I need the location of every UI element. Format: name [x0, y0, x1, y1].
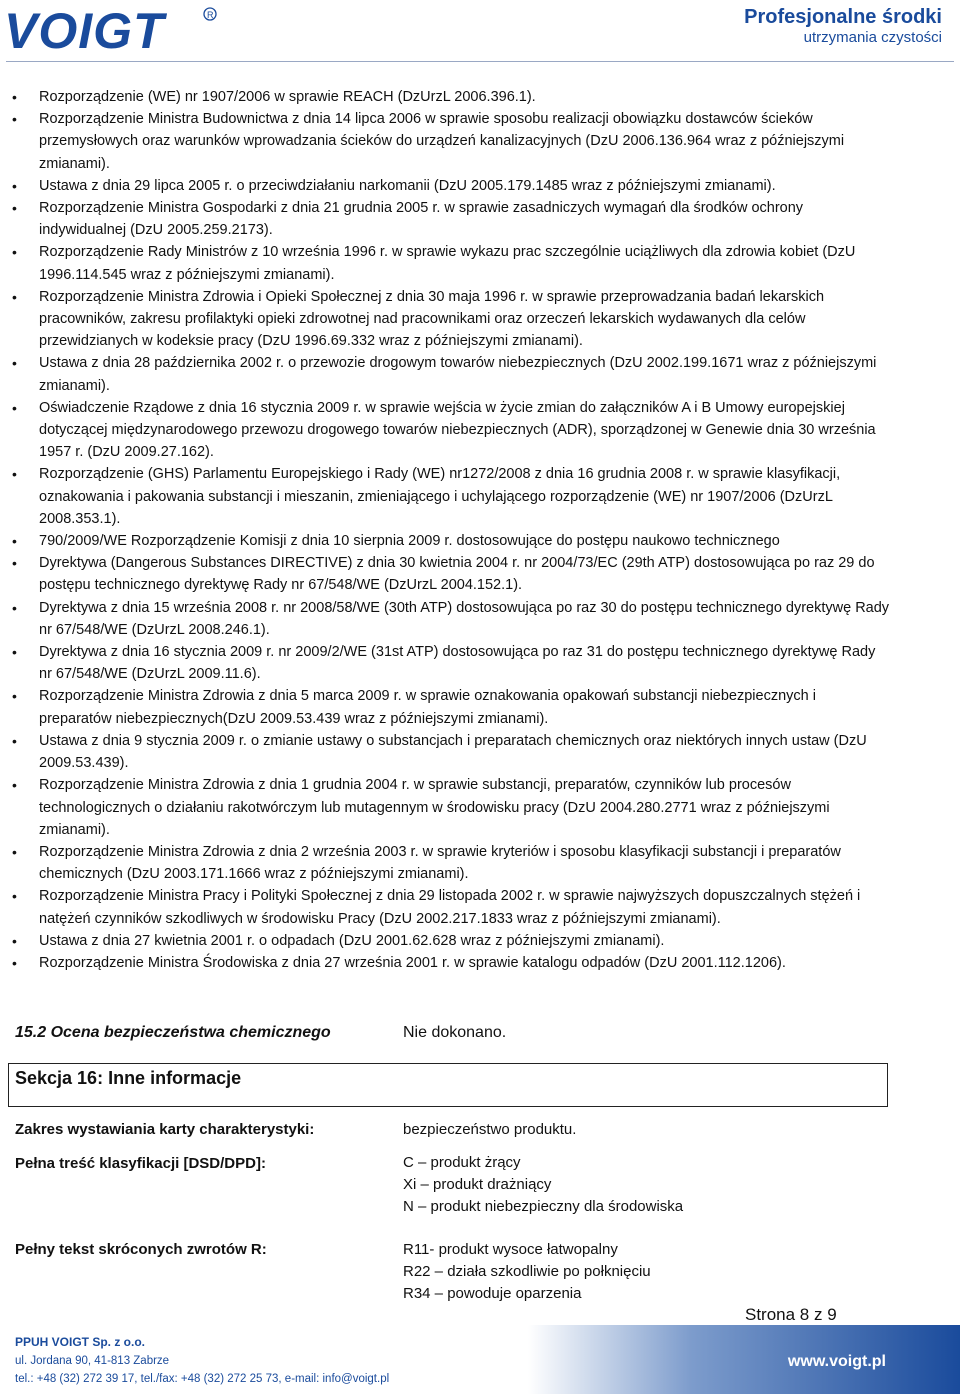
regulation-item: [12, 530, 892, 552]
header-divider: [6, 61, 954, 62]
regulation-item: [12, 774, 892, 841]
svg-text:VOIGT: VOIGT: [4, 3, 165, 58]
regulation-text: Rozporządzenie Ministra Zdrowia z dnia 5 marca 2009 r. w sprawie oznakowania opakowań substancji niebezpiecznych i preparatów niebezpiecznych(DzU 2009.53.439 wraz z późniejszymi zmianami).: [39, 688, 816, 727]
section-16-box: [8, 1063, 888, 1107]
scope-label: Zakres wystawiania karty charakterystyki:: [15, 1121, 315, 1138]
bullet-icon: •: [12, 777, 17, 794]
regulation-text: Ustawa z dnia 9 stycznia 2009 r. o zmianie ustawy o substancjach i preparatach chemicznych oraz niektórych innych ustaw (DzU 2009.53.439).: [39, 732, 867, 772]
bullet-icon: •: [12, 288, 17, 305]
regulation-text: Rozporządzenie Ministra Zdrowia z dnia 1 grudnia 2004 r. w sprawie substancji, preparatów, czynników lub procesów technologicznych o działaniu rakotwórczym lub mutagennym w środowisku pracy (DzU 2004.280.2771 wraz z późniejszymi zmianami).: [39, 777, 830, 838]
scope-value: bezpieczeństwo produktu.: [403, 1121, 577, 1138]
bullet-icon: •: [12, 954, 17, 971]
classification-label: Pełna treść klasyfikacji [DSD/DPD]:: [15, 1155, 266, 1172]
bullet-icon: •: [12, 200, 17, 217]
regulation-item: [12, 685, 892, 729]
regulation-text: Rozporządzenie Rady Ministrów z 10 września 1996 r. w sprawie wykazu prac szczególnie uciążliwych dla zdrowia kobiet (DzU 1996.114.545 wraz z późniejszymi zmianami).: [39, 244, 856, 283]
regulation-item: [12, 730, 892, 774]
bullet-icon: •: [12, 732, 17, 749]
regulation-text: Rozporządzenie Ministra Pracy i Polityki Społecznej z dnia 29 listopada 2002 r. w sprawie najwyższych dopuszczalnych stężeń i natężeń czynników szkodliwych w środowisku Pracy (DzU 2002.217.1833 wraz z późniejszymi zmianami).: [39, 888, 861, 927]
bullet-icon: •: [12, 533, 17, 550]
regulation-item: [12, 463, 892, 530]
regulation-item: [12, 175, 892, 197]
classification-item: Xi – produkt drażniący: [403, 1176, 552, 1193]
phrases-label: Pełny tekst skróconych zwrotów R:: [15, 1241, 267, 1258]
page-footer: [0, 1325, 960, 1394]
header-tagline: [744, 6, 942, 48]
regulation-text: Ustawa z dnia 29 lipca 2005 r. o przeciwdziałaniu narkomanii (DzU 2005.179.1485 wraz z późniejszymi zmianami).: [39, 177, 776, 194]
regulations-list: [12, 86, 892, 974]
footer-company: PPUH VOIGT Sp. z o.o.: [15, 1335, 146, 1349]
bullet-icon: •: [12, 111, 17, 128]
voigt-logo: [0, 0, 230, 58]
bullet-icon: •: [12, 177, 17, 194]
bullet-icon: •: [12, 888, 17, 905]
classification-values: [403, 1152, 683, 1218]
bullet-icon: •: [12, 244, 17, 261]
regulation-text: Dyrektywa z dnia 16 stycznia 2009 r. nr 2009/2/WE (31st ATP) dostosowująca po raz 31 do postępu technicznego dyrektywę Rady nr 67/548/WE (DzUrzL 2009.11.6).: [39, 644, 876, 683]
regulation-item: [12, 641, 892, 685]
regulation-text: Rozporządzenie Ministra Gospodarki z dnia 21 grudnia 2005 r. w sprawie zasadniczych wymagań dla środków ochrony indywidualnej (DzU 2005.259.2173).: [39, 200, 804, 239]
regulation-text: Ustawa z dnia 27 kwietnia 2001 r. o odpadach (DzU 2001.62.628 wraz z późniejszymi zmianami).: [39, 932, 665, 949]
bullet-icon: •: [12, 599, 17, 616]
bullet-icon: •: [12, 89, 17, 105]
regulation-item: [12, 397, 892, 464]
page-number: Strona 8 z 9: [745, 1305, 837, 1324]
bullet-icon: •: [12, 843, 17, 860]
regulation-text: Dyrektywa z dnia 15 września 2008 r. nr 2008/58/WE (30th ATP) dostosowująca po raz 30 do postępu technicznego dyrektywę Rady nr 67/548/WE (DzUrzL 2008.246.1).: [39, 599, 890, 638]
classification-item: N – produkt niebezpieczny dla środowiska: [403, 1198, 684, 1215]
page-header: [0, 0, 960, 62]
regulation-text: Oświadczenie Rządowe z dnia 16 stycznia 2009 r. w sprawie wejścia w życie zmian do załączników A i B Umowy europejskiej dotyczącej międzynarodowego przewozu drogowego towarów niebezpiecznych (ADR), sporządzonej w Genewie dnia 30 września 1957 r. (DzU 2009.27.162).: [39, 399, 876, 461]
section-15-2-title: 15.2 Ocena bezpieczeństwa chemicznego: [15, 1024, 331, 1041]
phrase-item: R34 – powoduje oparzenia: [403, 1285, 582, 1302]
regulation-item: [12, 352, 892, 396]
regulation-text: Rozporządzenie Ministra Zdrowia i Opieki Społecznej z dnia 30 maja 1996 r. w sprawie przeprowadzania badań lekarskich pracowników, zakresu profilaktyki opieki zdrowotnej nad pracownikami oraz orzeczeń lekarskich wydawanych dla celów przewidzianych w kodeksie pracy (DzU 1996.69.332 wraz z późniejszymi zmianami).: [39, 288, 825, 350]
tagline-line1: Profesjonalne środki: [744, 6, 942, 28]
section-16-title: Sekcja 16: Inne informacje: [15, 1068, 242, 1088]
phrase-item: R11- produkt wysoce łatwopalny: [403, 1241, 618, 1258]
regulation-text: Rozporządzenie (WE) nr 1907/2006 w sprawie REACH (DzUrzL 2006.396.1).: [39, 89, 536, 105]
regulation-item: [12, 86, 892, 108]
regulation-text: Rozporządzenie Ministra Budownictwa z dnia 14 lipca 2006 w sprawie sposobu realizacji obowiązku dostawców ścieków przemysłowych oraz warunków wprowadzania ścieków do urządzeń kanalizacyjnych (DzU 2006.136.964 wraz z późniejszymi zmianami).: [39, 111, 845, 172]
regulation-text: Dyrektywa (Dangerous Substances DIRECTIVE) z dnia 30 kwietnia 2004 r. nr 2004/73/EC (29th ATP) dostosowująca po raz 29 do postępu technicznego dyrektywę Rady nr 67/548/WE (DzUrzL 2004.152.1).: [39, 555, 875, 594]
footer-website-link[interactable]: www.voigt.pl: [787, 1353, 886, 1370]
classification-item: C – produkt żrący: [403, 1154, 521, 1171]
regulation-item: [12, 197, 892, 241]
bullet-icon: •: [12, 555, 17, 572]
regulation-text: Ustawa z dnia 28 października 2002 r. o przewozie drogowym towarów niebezpiecznych (DzU 2002.199.1671 wraz z późniejszymi zmianami).: [39, 355, 877, 394]
regulation-text: Rozporządzenie Ministra Środowiska z dnia 27 września 2001 r. w sprawie katalogu odpadów (DzU 2001.112.1206).: [39, 954, 786, 971]
tagline-line2: utrzymania czystości: [803, 29, 942, 46]
regulation-item: [12, 930, 892, 952]
regulation-text: Rozporządzenie Ministra Zdrowia z dnia 2 września 2003 r. w sprawie kryteriów i sposobu klasyfikacji substancji i preparatów chemicznych (DzU 2003.171.1666 wraz z późniejszymi zmianami).: [39, 843, 841, 883]
regulation-item: [12, 286, 892, 353]
regulation-item: [12, 597, 892, 641]
regulation-item: [12, 108, 892, 175]
bullet-icon: •: [12, 932, 17, 949]
svg-text:R: R: [207, 10, 214, 20]
bullet-icon: •: [12, 644, 17, 661]
phrase-item: R22 – działa szkodliwie po połknięciu: [403, 1263, 651, 1280]
regulation-text: Rozporządzenie (GHS) Parlamentu Europejskiego i Rady (WE) nr1272/2008 z dnia 16 grudnia 2008 r. w sprawie klasyfikacji, oznakowania i pakowania substancji i mieszanin, zmieniającego i uchylającego rozporządzenie (WE) nr 1907/2006 (DzUrzL 2008.353.1).: [39, 466, 841, 527]
bullet-icon: •: [12, 399, 17, 416]
bullet-icon: •: [12, 688, 17, 705]
phrases-values: [403, 1239, 651, 1305]
bullet-icon: •: [12, 355, 17, 372]
section-15-2-value: Nie dokonano.: [403, 1024, 507, 1041]
footer-contact: tel.: +48 (32) 272 39 17, tel./fax: +48 (32) 272 25 73, e-mail: info@voigt.pl: [15, 1373, 390, 1385]
regulation-item: [12, 885, 892, 929]
bullet-icon: •: [12, 466, 17, 483]
regulation-item: [12, 241, 892, 285]
regulation-item: [12, 552, 892, 596]
regulation-item: [12, 841, 892, 885]
footer-address: ul. Jordana 90, 41-813 Zabrze: [15, 1355, 170, 1367]
regulation-text: 790/2009/WE Rozporządzenie Komisji z dnia 10 sierpnia 2009 r. dostosowujące do postępu naukowo technicznego: [39, 533, 780, 550]
regulation-item: [12, 952, 892, 974]
